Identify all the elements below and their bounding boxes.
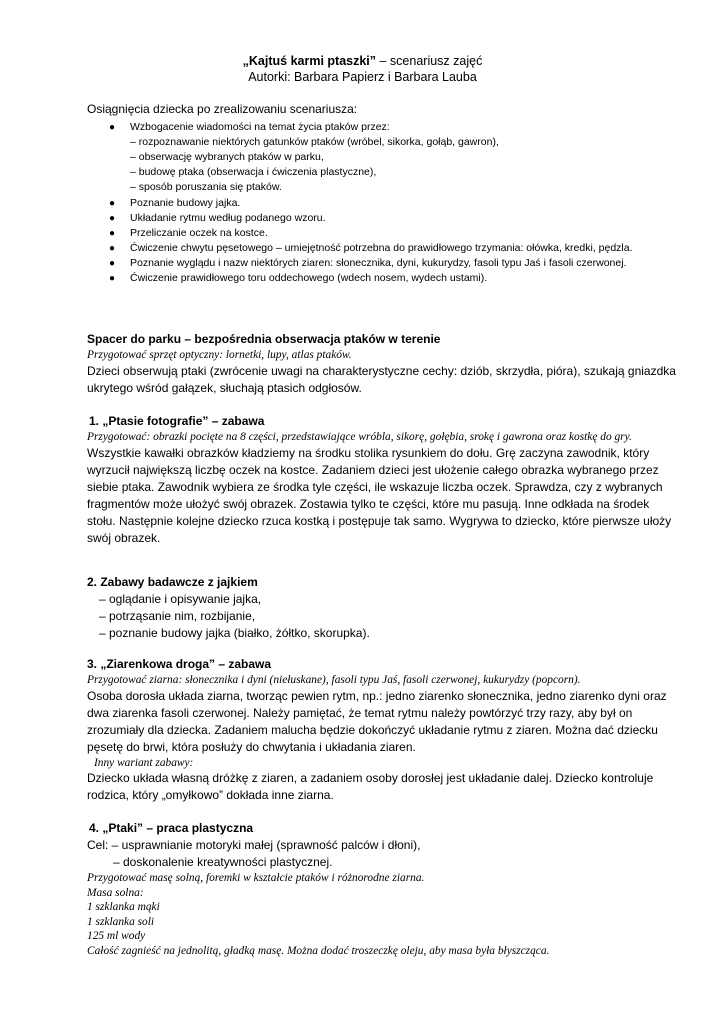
list-item-text: Układanie rytmu według podanego wzoru. bbox=[130, 212, 326, 224]
list-item bbox=[87, 241, 677, 256]
title-bold: „Kajtuś karmi ptaszki” bbox=[242, 54, 377, 68]
egg-games-section bbox=[87, 574, 677, 642]
title-rest: – scenariusz zajęć bbox=[376, 54, 483, 68]
section-body-2: Dziecko układa własną dróżkę z ziaren, a zadaniem osoby dorosłej jest układanie dalej. Dziecko kontroluje rodzica, który „omyłkowo” dokłada inne ziarna. bbox=[87, 771, 654, 802]
recipe-item: 1 szklanka mąki bbox=[87, 901, 160, 913]
list-item-text: Przeliczanie oczek na kostce. bbox=[130, 227, 268, 239]
achievements-sub-item: – obserwację wybranych ptaków w parku, bbox=[130, 151, 324, 163]
document-authors: Autorki: Barbara Papierz i Barbara Lauba bbox=[248, 70, 477, 84]
list-item-text: Ćwiczenie prawidłowego toru oddechowego (wdech nosem, wydech ustami). bbox=[130, 272, 488, 284]
preparation-note: Przygotować ziarna: słonecznika i dyni (niełuskane), fasoli typu Jaś, fasoli czerwonej, kukurydzy (popcorn). bbox=[87, 674, 581, 686]
bullet-icon: ● bbox=[109, 122, 116, 133]
bullet-icon: ● bbox=[109, 213, 116, 224]
section-heading: 4. „Ptaki” – praca plastyczna bbox=[89, 821, 254, 835]
goal-line: Cel: – usprawnianie motoryki małej (sprawność palców i dłoni), bbox=[87, 838, 421, 852]
list-item-text: Ćwiczenie chwytu pęsetowego – umiejętność potrzebna do prawidłowego trzymania: ołówka, kredki, pędzla. bbox=[130, 242, 633, 254]
seed-path-section bbox=[87, 656, 677, 804]
achievements-section bbox=[87, 101, 677, 286]
recipe-item: 1 szklanka soli bbox=[87, 915, 155, 928]
section-heading: 3. „Ziarenkowa droga” – zabawa bbox=[87, 657, 272, 671]
bullet-icon: ● bbox=[109, 258, 116, 269]
park-walk-section bbox=[87, 331, 677, 397]
section-heading: Spacer do parku – bezpośrednia obserwacja ptaków w terenie bbox=[87, 332, 441, 346]
list-item bbox=[87, 196, 677, 211]
document-title bbox=[0, 53, 725, 69]
achievements-sub-item: – budowę ptaka (obserwacja i ćwiczenia plastyczne), bbox=[130, 166, 377, 178]
bullet-icon: ● bbox=[109, 198, 116, 209]
final-instruction: Całość zagnieść na jednolitą, gładką masę. Można dodać troszeczkę oleju, aby masa była błyszcząca. bbox=[87, 944, 550, 957]
list-item bbox=[87, 120, 677, 135]
list-item: – potrząsanie nim, rozbijanie, bbox=[99, 609, 256, 623]
list-item-text: Poznanie budowy jajka. bbox=[130, 197, 241, 209]
achievements-sub-item: – sposób poruszania się ptaków. bbox=[130, 181, 282, 193]
preparation-note: Przygotować sprzęt optyczny: lornetki, lupy, atlas ptaków. bbox=[87, 349, 352, 361]
list-item-text: Poznanie wyglądu i nazw niektórych ziaren: słonecznika, dyni, kukurydzy, fasoli typu Jaś i fasoli czerwonej. bbox=[130, 257, 627, 269]
art-section bbox=[87, 820, 677, 958]
bullet-icon: ● bbox=[109, 273, 116, 284]
section-heading: 2. Zabawy badawcze z jajkiem bbox=[87, 575, 258, 589]
preparation-note: Przygotować: obrazki pocięte na 8 części, przedstawiające wróbla, sikorę, gołębia, srokę i gawrona oraz kostkę do gry. bbox=[87, 431, 632, 443]
list-item: – poznanie budowy jajka (białko, żółtko, skorupka). bbox=[99, 626, 370, 640]
section-body: Dzieci obserwują ptaki (zwrócenie uwagi na charakterystyczne cechy: dziób, skrzydła, pióra), szukają gniazdka ukrytego wśród gałązek, słuchają ptasich odgłosów. bbox=[87, 363, 676, 395]
section-body: Osoba dorosła układa ziarna, tworząc pewien rytm, np.: jedno ziarenko słonecznika, jedno ziarenko dyni oraz dwa ziarenka fasoli czerwonej. Należy pamiętać, że temat rytmu należy powtórzyć trzy razy, aby był on zrozumiały dla dziecka. Zadaniem malucha będzie dokończyć układanie rytmu z ziaren. Można dać dziecku pęsetę do brwi, która posłuży do chwytania i układania ziaren. bbox=[87, 688, 667, 754]
list-item bbox=[87, 271, 677, 286]
list-item bbox=[87, 226, 677, 241]
bullet-icon: ● bbox=[109, 243, 116, 254]
list-item: – oglądanie i opisywanie jajka, bbox=[99, 592, 262, 606]
achievements-list bbox=[87, 120, 677, 135]
achievements-list-2 bbox=[87, 196, 677, 286]
list-item bbox=[87, 256, 677, 271]
bird-photos-section bbox=[87, 413, 677, 547]
list-item-text: Wzbogacenie wiadomości na temat życia ptaków przez: bbox=[130, 121, 390, 133]
bullet-icon: ● bbox=[109, 228, 116, 239]
section-body: Wszystkie kawałki obrazków kładziemy na środku stolika rysunkiem do dołu. Grę zaczyna zawodnik, który wyrzucił największą liczbę oczek na kostce. Zadaniem dzieci jest ułożenie całego obrazka wybranego przez siebie ptaka. Zawodnik wybiera ze środka tyle części, ile wskazuje liczba oczek. Sprawdza, czy z wybranych fragmentów może ułożyć swój obrazek. Zostawia tylko te części, które mu pasują. Inne odkłada na środek stołu. Następnie kolejne dziecko rzuca kostką i postępuje tak samo. Wygrywa to dziecko, które pierwsze ułoży swój obrazek. bbox=[87, 445, 672, 545]
recipe-title: Masa solna: bbox=[87, 886, 144, 899]
section-heading: 1. „Ptasie fotografie” – zabawa bbox=[89, 414, 265, 428]
achievements-heading: Osiągnięcia dziecka po zrealizowaniu scenariusza: bbox=[87, 102, 358, 116]
goal-line: – doskonalenie kreatywności plastycznej. bbox=[113, 855, 333, 869]
variant-label: Inny wariant zabawy: bbox=[94, 756, 194, 769]
list-item bbox=[87, 211, 677, 226]
achievements-sub-item: – rozpoznawanie niektórych gatunków ptaków (wróbel, sikorka, gołąb, gawron), bbox=[130, 136, 499, 148]
recipe-item: 125 ml wody bbox=[87, 930, 146, 942]
preparation-note: Przygotować masę solną, foremki w kształcie ptaków i różnorodne ziarna. bbox=[87, 872, 425, 884]
